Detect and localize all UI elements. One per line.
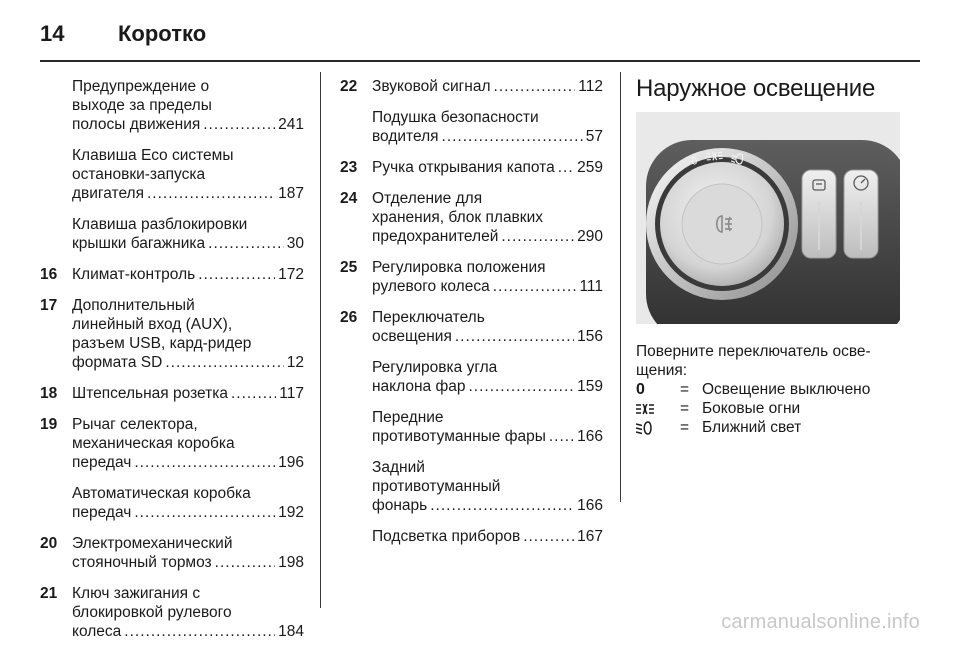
toc-entry-leader-line [72, 265, 304, 284]
toc-entry-text: Штепсельная розетка [72, 384, 228, 403]
side-lights-icon [636, 403, 680, 415]
toc-entry-page: 111 [579, 277, 603, 296]
toc-entry-text: Подушка безопасности [372, 108, 603, 127]
dot-leader [165, 353, 283, 372]
toc-entry-text: Регулировка положения [372, 258, 603, 277]
toc-entry-number: 16 [40, 265, 57, 284]
toc-entry-text: предохранителей [372, 227, 498, 246]
low-beam-icon [636, 421, 680, 435]
toc-entry-page: 117 [279, 384, 304, 403]
dot-leader [147, 184, 275, 203]
toc-entry-page: 166 [577, 496, 603, 515]
toc-entry [40, 146, 304, 203]
dot-leader [558, 158, 574, 177]
toc-entry-text: Ручка открывания капота [372, 158, 555, 177]
toc-entry-text: водителя [372, 127, 439, 146]
toc-entry [340, 308, 603, 346]
toc-entry-leader-line [372, 327, 603, 346]
dot-leader [124, 622, 275, 641]
dot-leader [493, 277, 577, 296]
toc-entry-text: Рычаг селектора, [72, 415, 304, 434]
section-title: Наружное освещение [636, 75, 875, 103]
legend-row-off [636, 380, 870, 399]
toc-entry-leader-line [372, 496, 603, 515]
toc-entry-text: Электромеханический [72, 534, 304, 553]
toc-entry-page: 241 [278, 115, 304, 134]
toc-entry-number: 17 [40, 296, 57, 315]
toc-entry-text: блокировкой рулевого [72, 603, 304, 622]
toc-entry-text: передач [72, 503, 131, 522]
toc-entry-text: стояночный тормоз [72, 553, 212, 572]
toc-entry-text: Отделение для [372, 189, 603, 208]
toc-entry-page: 12 [287, 353, 304, 372]
dot-leader [494, 77, 576, 96]
toc-entry-page: 156 [577, 327, 603, 346]
toc-column-middle [340, 77, 603, 558]
toc-entry [40, 484, 304, 522]
toc-entry-text: Задний [372, 458, 603, 477]
toc-entry [340, 158, 603, 177]
toc-entry-text: рулевого колеса [372, 277, 490, 296]
toc-entry [340, 358, 603, 396]
toc-entry-text: линейный вход (AUX), [72, 315, 304, 334]
toc-entry-number: 18 [40, 384, 57, 403]
toc-entry-leader-line [372, 227, 603, 246]
toc-entry-leader-line [72, 384, 304, 403]
toc-entry-leader-line [72, 503, 304, 522]
toc-entry-text: двигателя [72, 184, 144, 203]
dot-leader [134, 503, 275, 522]
toc-entry-number: 21 [40, 584, 57, 603]
toc-entry-leader-line [372, 427, 603, 446]
toc-entry-page: 259 [577, 158, 603, 177]
toc-entry-leader-line [372, 77, 603, 96]
toc-entry-page: 159 [577, 377, 603, 396]
legend-equals: = [680, 380, 702, 399]
toc-entry-text: Предупреждение о [72, 77, 304, 96]
toc-entry-text: передач [72, 453, 131, 472]
light-switch-figure [636, 112, 900, 324]
toc-entry-text: Ключ зажигания с [72, 584, 304, 603]
toc-entry-number: 20 [40, 534, 57, 553]
toc-entry [40, 265, 304, 284]
toc-entry-page: 167 [577, 527, 603, 546]
dot-leader [208, 234, 284, 253]
legend-row-low-beam [636, 418, 870, 437]
caption-line-2: щения: [636, 361, 904, 380]
toc-entry [40, 296, 304, 372]
toc-entry-page: 166 [577, 427, 603, 446]
toc-entry-number: 19 [40, 415, 57, 434]
toc-entry [40, 415, 304, 472]
toc-entry-leader-line [372, 158, 603, 177]
toc-entry-page: 184 [278, 622, 304, 641]
toc-entry-page: 192 [278, 503, 304, 522]
toc-entry-text: Клавиша разблокировки [72, 215, 304, 234]
switch-position-legend [636, 380, 870, 437]
toc-entry-number: 25 [340, 258, 357, 277]
toc-entry [340, 458, 603, 515]
legend-equals: = [680, 418, 702, 437]
toc-entry-text: разъем USB, кард-ридер [72, 334, 304, 353]
header-rule [40, 60, 920, 62]
column-divider-2 [620, 72, 621, 502]
figure-caption [636, 342, 904, 380]
toc-entry-text: полосы движения [72, 115, 200, 134]
toc-entry-leader-line [372, 527, 603, 546]
legend-text-off: Освещение выключено [702, 380, 870, 399]
toc-entry [40, 77, 304, 134]
toc-entry-text: наклона фар [372, 377, 465, 396]
toc-entry-leader-line [72, 553, 304, 572]
legend-equals: = [680, 399, 702, 418]
toc-entry-number: 22 [340, 77, 357, 96]
toc-entry [340, 77, 603, 96]
dot-leader [198, 265, 275, 284]
toc-entry-text: колеса [72, 622, 121, 641]
toc-entry-text: хранения, блок плавких [372, 208, 603, 227]
toc-entry-leader-line [372, 377, 603, 396]
toc-entry-number: 24 [340, 189, 357, 208]
toc-entry-text: Автоматическая коробка [72, 484, 304, 503]
toc-entry-text: Регулировка угла [372, 358, 603, 377]
toc-entry-leader-line [372, 127, 603, 146]
toc-entry-text: противотуманные фары [372, 427, 546, 446]
page-number: 14 [40, 21, 118, 47]
toc-entry [340, 527, 603, 546]
off-position-icon [636, 380, 680, 399]
toc-entry-leader-line [72, 184, 304, 203]
toc-entry-text: остановки-запуска [72, 165, 304, 184]
dot-leader [523, 527, 574, 546]
dot-leader [231, 384, 276, 403]
toc-entry-text: Дополнительный [72, 296, 304, 315]
toc-entry-leader-line [72, 115, 304, 134]
toc-entry-page: 187 [278, 184, 304, 203]
page-header [40, 14, 206, 54]
toc-entry-text: освещения [372, 327, 452, 346]
dot-leader [549, 427, 574, 446]
light-switch-illustration [636, 112, 900, 324]
toc-entry [40, 584, 304, 641]
page-title: Коротко [118, 21, 206, 47]
dot-leader [501, 227, 574, 246]
toc-entry [340, 258, 603, 296]
dot-leader [203, 115, 275, 134]
toc-entry-page: 112 [578, 77, 603, 96]
toc-entry-text: Звуковой сигнал [372, 77, 491, 96]
toc-entry-number: 26 [340, 308, 357, 327]
toc-entry-text: Клавиша Eco системы [72, 146, 304, 165]
toc-entry-text: формата SD [72, 353, 162, 372]
legend-text-side-lights: Боковые огни [702, 399, 800, 418]
toc-entry-text: выходе за пределы [72, 96, 304, 115]
toc-entry [40, 215, 304, 253]
toc-entry-leader-line [72, 453, 304, 472]
dot-leader [134, 453, 275, 472]
toc-entry-number: 23 [340, 158, 357, 177]
legend-row-side-lights [636, 399, 870, 418]
toc-entry-page: 290 [577, 227, 603, 246]
toc-entry-leader-line [372, 277, 603, 296]
toc-entry-text: механическая коробка [72, 434, 304, 453]
toc-entry-text: противотуманный [372, 477, 603, 496]
toc-entry [340, 108, 603, 146]
toc-entry-leader-line [72, 234, 304, 253]
toc-entry [340, 408, 603, 446]
toc-entry [40, 534, 304, 572]
toc-entry-page: 30 [287, 234, 304, 253]
toc-entry-leader-line [72, 353, 304, 372]
toc-entry-page: 57 [586, 127, 603, 146]
caption-line-1: Поверните переключатель осве- [636, 342, 904, 361]
toc-entry-page: 172 [278, 265, 304, 284]
toc-column-left [40, 77, 304, 653]
off-position-symbol: 0 [636, 380, 645, 399]
watermark: carmanualsonline.info [721, 611, 920, 634]
toc-entry-page: 196 [278, 453, 304, 472]
toc-entry-page: 198 [278, 553, 304, 572]
dot-leader [430, 496, 574, 515]
dot-leader [455, 327, 574, 346]
toc-entry-text: фонарь [372, 496, 427, 515]
toc-entry-text: Климат-контроль [72, 265, 195, 284]
dot-leader [215, 553, 275, 572]
legend-text-low-beam: Ближний свет [702, 418, 801, 437]
dot-leader [468, 377, 574, 396]
dial-off-mark: 0 [690, 156, 699, 168]
toc-entry-text: Переключатель [372, 308, 603, 327]
toc-entry [340, 189, 603, 246]
toc-entry-text: крышки багажника [72, 234, 205, 253]
dot-leader [442, 127, 583, 146]
toc-entry-text: Передние [372, 408, 603, 427]
toc-entry-leader-line [72, 622, 304, 641]
column-divider-1 [320, 72, 321, 608]
toc-entry-text: Подсветка приборов [372, 527, 520, 546]
toc-entry [40, 384, 304, 403]
